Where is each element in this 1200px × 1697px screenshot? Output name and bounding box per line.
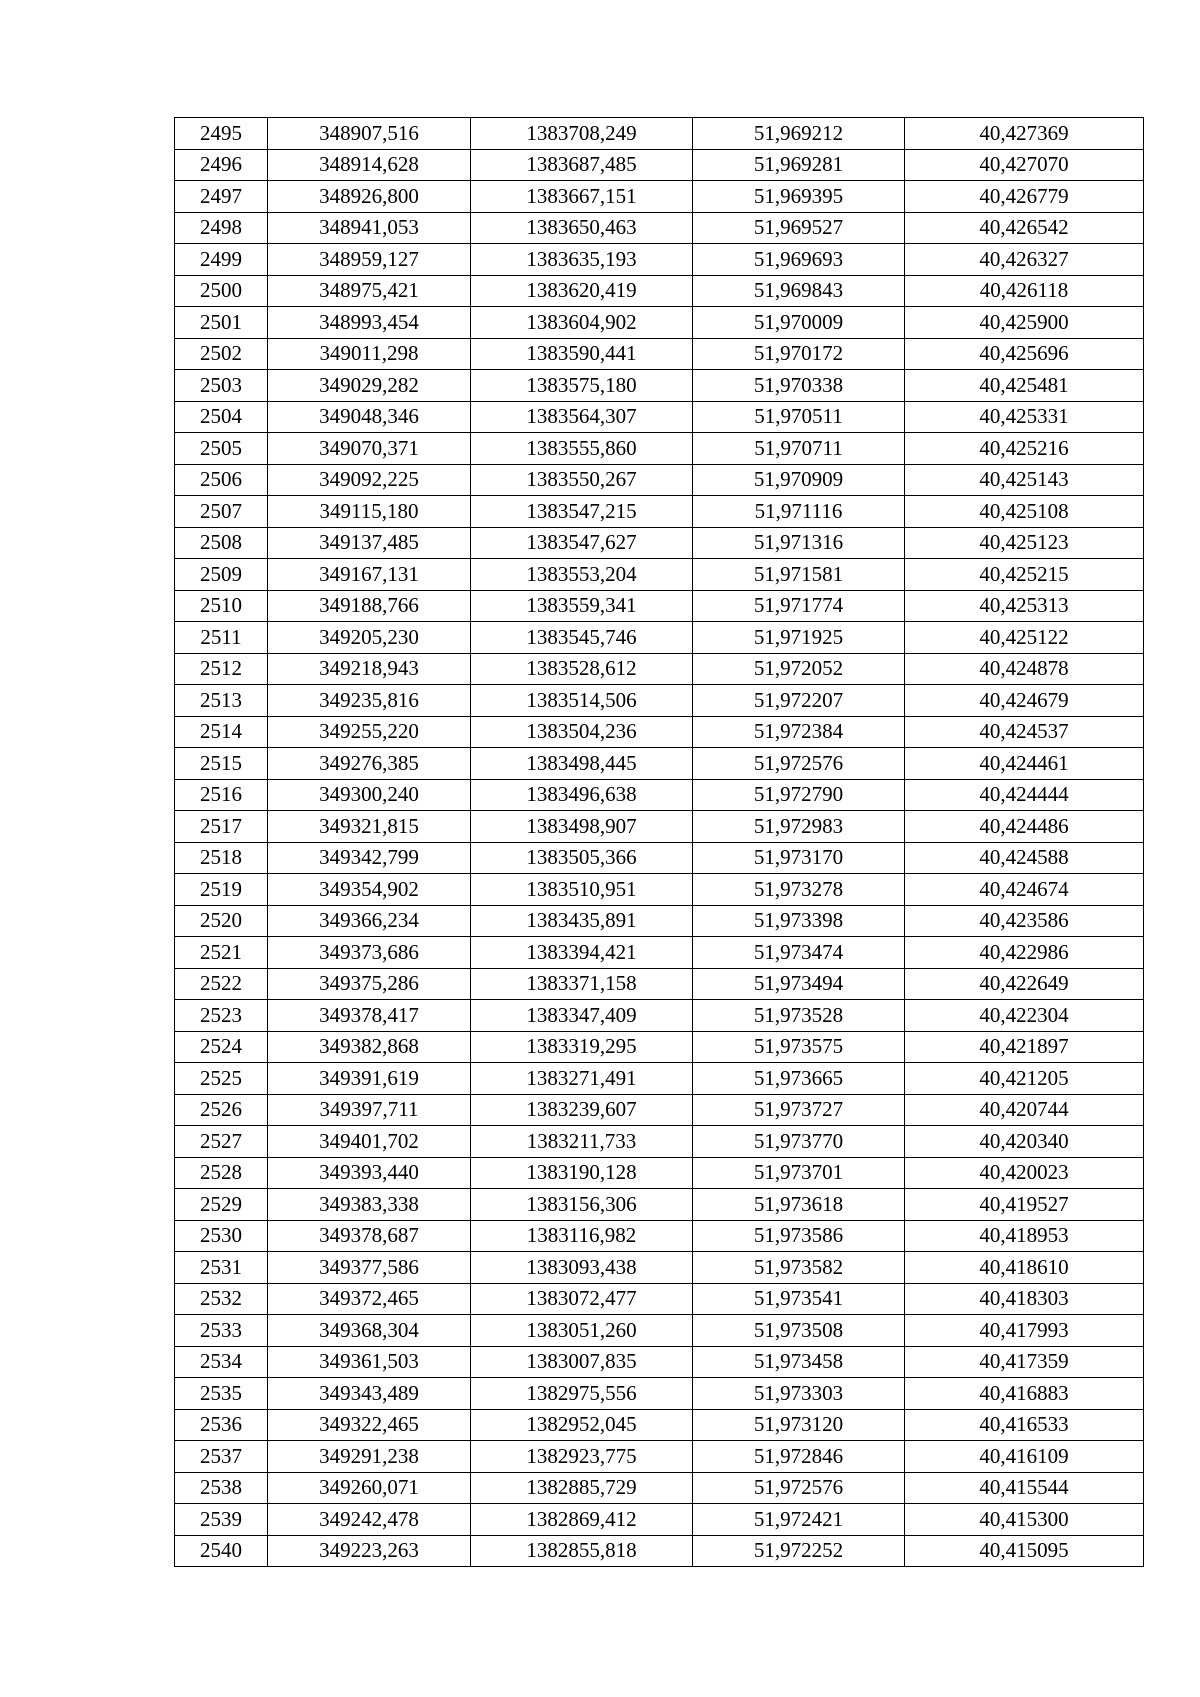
x-coordinate-cell: 349300,240: [268, 779, 471, 811]
x-coordinate-cell: 348907,516: [268, 118, 471, 150]
longitude-cell: 40,415300: [905, 1504, 1144, 1536]
latitude-cell: 51,972421: [693, 1504, 905, 1536]
x-coordinate-cell: 349401,702: [268, 1126, 471, 1158]
x-coordinate-cell: 349383,338: [268, 1189, 471, 1221]
x-coordinate-cell: 348975,421: [268, 275, 471, 307]
x-coordinate-cell: 349029,282: [268, 370, 471, 402]
y-coordinate-cell: 1383559,341: [471, 590, 693, 622]
x-coordinate-cell: 349372,465: [268, 1283, 471, 1315]
longitude-cell: 40,417993: [905, 1315, 1144, 1347]
y-coordinate-cell: 1383211,733: [471, 1126, 693, 1158]
x-coordinate-cell: 349382,868: [268, 1031, 471, 1063]
longitude-cell: 40,425122: [905, 622, 1144, 654]
table-row: [175, 1252, 1144, 1284]
point-number-cell: 2504: [175, 401, 268, 433]
y-coordinate-cell: 1383271,491: [471, 1063, 693, 1095]
longitude-cell: 40,424461: [905, 748, 1144, 780]
y-coordinate-cell: 1383547,627: [471, 527, 693, 559]
table-row: [175, 842, 1144, 874]
latitude-cell: 51,970172: [693, 338, 905, 370]
latitude-cell: 51,973170: [693, 842, 905, 874]
longitude-cell: 40,426542: [905, 212, 1144, 244]
longitude-cell: 40,416109: [905, 1441, 1144, 1473]
y-coordinate-cell: 1383564,307: [471, 401, 693, 433]
x-coordinate-cell: 349378,417: [268, 1000, 471, 1032]
latitude-cell: 51,972576: [693, 1472, 905, 1504]
latitude-cell: 51,969843: [693, 275, 905, 307]
table-row: [175, 748, 1144, 780]
latitude-cell: 51,973508: [693, 1315, 905, 1347]
longitude-cell: 40,422986: [905, 937, 1144, 969]
y-coordinate-cell: 1383708,249: [471, 118, 693, 150]
coordinates-table-body: [175, 118, 1144, 1567]
x-coordinate-cell: 349368,304: [268, 1315, 471, 1347]
longitude-cell: 40,425900: [905, 307, 1144, 339]
table-row: [175, 1472, 1144, 1504]
table-row: [175, 1504, 1144, 1536]
y-coordinate-cell: 1383547,215: [471, 496, 693, 528]
y-coordinate-cell: 1383514,506: [471, 685, 693, 717]
y-coordinate-cell: 1383496,638: [471, 779, 693, 811]
y-coordinate-cell: 1383093,438: [471, 1252, 693, 1284]
table-row: [175, 653, 1144, 685]
point-number-cell: 2532: [175, 1283, 268, 1315]
table-row: [175, 685, 1144, 717]
latitude-cell: 51,973494: [693, 968, 905, 1000]
y-coordinate-cell: 1382975,556: [471, 1378, 693, 1410]
longitude-cell: 40,424679: [905, 685, 1144, 717]
point-number-cell: 2539: [175, 1504, 268, 1536]
x-coordinate-cell: 349218,943: [268, 653, 471, 685]
longitude-cell: 40,416533: [905, 1409, 1144, 1441]
y-coordinate-cell: 1383319,295: [471, 1031, 693, 1063]
y-coordinate-cell: 1383190,128: [471, 1157, 693, 1189]
point-number-cell: 2524: [175, 1031, 268, 1063]
point-number-cell: 2528: [175, 1157, 268, 1189]
x-coordinate-cell: 349223,263: [268, 1535, 471, 1567]
x-coordinate-cell: 348926,800: [268, 181, 471, 213]
y-coordinate-cell: 1383555,860: [471, 433, 693, 465]
y-coordinate-cell: 1383347,409: [471, 1000, 693, 1032]
latitude-cell: 51,973120: [693, 1409, 905, 1441]
longitude-cell: 40,427369: [905, 118, 1144, 150]
x-coordinate-cell: 349391,619: [268, 1063, 471, 1095]
longitude-cell: 40,415095: [905, 1535, 1144, 1567]
x-coordinate-cell: 349188,766: [268, 590, 471, 622]
table-row: [175, 590, 1144, 622]
y-coordinate-cell: 1382952,045: [471, 1409, 693, 1441]
point-number-cell: 2514: [175, 716, 268, 748]
x-coordinate-cell: 349361,503: [268, 1346, 471, 1378]
y-coordinate-cell: 1383590,441: [471, 338, 693, 370]
longitude-cell: 40,416883: [905, 1378, 1144, 1410]
table-row: [175, 779, 1144, 811]
point-number-cell: 2506: [175, 464, 268, 496]
table-row: [175, 118, 1144, 150]
latitude-cell: 51,969527: [693, 212, 905, 244]
longitude-cell: 40,424486: [905, 811, 1144, 843]
x-coordinate-cell: 349343,489: [268, 1378, 471, 1410]
latitude-cell: 51,973398: [693, 905, 905, 937]
x-coordinate-cell: 348993,454: [268, 307, 471, 339]
longitude-cell: 40,421205: [905, 1063, 1144, 1095]
table-row: [175, 1157, 1144, 1189]
point-number-cell: 2521: [175, 937, 268, 969]
longitude-cell: 40,418303: [905, 1283, 1144, 1315]
point-number-cell: 2508: [175, 527, 268, 559]
table-row: [175, 1000, 1144, 1032]
longitude-cell: 40,425696: [905, 338, 1144, 370]
latitude-cell: 51,969281: [693, 149, 905, 181]
y-coordinate-cell: 1383394,421: [471, 937, 693, 969]
longitude-cell: 40,423586: [905, 905, 1144, 937]
latitude-cell: 51,973582: [693, 1252, 905, 1284]
x-coordinate-cell: 349260,071: [268, 1472, 471, 1504]
point-number-cell: 2500: [175, 275, 268, 307]
table-row: [175, 811, 1144, 843]
y-coordinate-cell: 1383498,445: [471, 748, 693, 780]
table-row: [175, 874, 1144, 906]
point-number-cell: 2538: [175, 1472, 268, 1504]
table-row: [175, 1315, 1144, 1347]
longitude-cell: 40,420340: [905, 1126, 1144, 1158]
point-number-cell: 2510: [175, 590, 268, 622]
point-number-cell: 2540: [175, 1535, 268, 1567]
table-row: [175, 559, 1144, 591]
latitude-cell: 51,972983: [693, 811, 905, 843]
y-coordinate-cell: 1382869,412: [471, 1504, 693, 1536]
latitude-cell: 51,970711: [693, 433, 905, 465]
latitude-cell: 51,969693: [693, 244, 905, 276]
point-number-cell: 2516: [175, 779, 268, 811]
y-coordinate-cell: 1383007,835: [471, 1346, 693, 1378]
y-coordinate-cell: 1383620,419: [471, 275, 693, 307]
latitude-cell: 51,973528: [693, 1000, 905, 1032]
x-coordinate-cell: 349092,225: [268, 464, 471, 496]
latitude-cell: 51,972252: [693, 1535, 905, 1567]
longitude-cell: 40,426779: [905, 181, 1144, 213]
longitude-cell: 40,425123: [905, 527, 1144, 559]
latitude-cell: 51,970511: [693, 401, 905, 433]
y-coordinate-cell: 1383072,477: [471, 1283, 693, 1315]
table-row: [175, 905, 1144, 937]
latitude-cell: 51,971116: [693, 496, 905, 528]
x-coordinate-cell: 349011,298: [268, 338, 471, 370]
y-coordinate-cell: 1383371,158: [471, 968, 693, 1000]
y-coordinate-cell: 1382855,818: [471, 1535, 693, 1567]
table-row: [175, 716, 1144, 748]
point-number-cell: 2533: [175, 1315, 268, 1347]
point-number-cell: 2501: [175, 307, 268, 339]
x-coordinate-cell: 349373,686: [268, 937, 471, 969]
longitude-cell: 40,425331: [905, 401, 1144, 433]
longitude-cell: 40,424444: [905, 779, 1144, 811]
y-coordinate-cell: 1382923,775: [471, 1441, 693, 1473]
latitude-cell: 51,969395: [693, 181, 905, 213]
point-number-cell: 2526: [175, 1094, 268, 1126]
latitude-cell: 51,972207: [693, 685, 905, 717]
point-number-cell: 2531: [175, 1252, 268, 1284]
table-row: [175, 401, 1144, 433]
latitude-cell: 51,970909: [693, 464, 905, 496]
longitude-cell: 40,418953: [905, 1220, 1144, 1252]
y-coordinate-cell: 1383051,260: [471, 1315, 693, 1347]
y-coordinate-cell: 1383687,485: [471, 149, 693, 181]
longitude-cell: 40,415544: [905, 1472, 1144, 1504]
longitude-cell: 40,427070: [905, 149, 1144, 181]
point-number-cell: 2505: [175, 433, 268, 465]
coordinates-table: [174, 117, 1144, 1567]
latitude-cell: 51,973575: [693, 1031, 905, 1063]
y-coordinate-cell: 1383528,612: [471, 653, 693, 685]
latitude-cell: 51,973303: [693, 1378, 905, 1410]
table-row: [175, 464, 1144, 496]
y-coordinate-cell: 1383635,193: [471, 244, 693, 276]
point-number-cell: 2537: [175, 1441, 268, 1473]
point-number-cell: 2499: [175, 244, 268, 276]
table-row: [175, 212, 1144, 244]
y-coordinate-cell: 1383505,366: [471, 842, 693, 874]
point-number-cell: 2518: [175, 842, 268, 874]
y-coordinate-cell: 1383504,236: [471, 716, 693, 748]
x-coordinate-cell: 349366,234: [268, 905, 471, 937]
x-coordinate-cell: 349167,131: [268, 559, 471, 591]
table-row: [175, 496, 1144, 528]
x-coordinate-cell: 349375,286: [268, 968, 471, 1000]
x-coordinate-cell: 349397,711: [268, 1094, 471, 1126]
longitude-cell: 40,425215: [905, 559, 1144, 591]
point-number-cell: 2498: [175, 212, 268, 244]
point-number-cell: 2512: [175, 653, 268, 685]
table-row: [175, 307, 1144, 339]
point-number-cell: 2535: [175, 1378, 268, 1410]
x-coordinate-cell: 349255,220: [268, 716, 471, 748]
point-number-cell: 2530: [175, 1220, 268, 1252]
x-coordinate-cell: 348959,127: [268, 244, 471, 276]
y-coordinate-cell: 1383553,204: [471, 559, 693, 591]
longitude-cell: 40,425313: [905, 590, 1144, 622]
point-number-cell: 2536: [175, 1409, 268, 1441]
x-coordinate-cell: 349115,180: [268, 496, 471, 528]
point-number-cell: 2522: [175, 968, 268, 1000]
point-number-cell: 2534: [175, 1346, 268, 1378]
latitude-cell: 51,972052: [693, 653, 905, 685]
latitude-cell: 51,972576: [693, 748, 905, 780]
latitude-cell: 51,973701: [693, 1157, 905, 1189]
x-coordinate-cell: 349393,440: [268, 1157, 471, 1189]
table-row: [175, 937, 1144, 969]
table-row: [175, 1126, 1144, 1158]
x-coordinate-cell: 349205,230: [268, 622, 471, 654]
table-row: [175, 370, 1144, 402]
y-coordinate-cell: 1383550,267: [471, 464, 693, 496]
latitude-cell: 51,973458: [693, 1346, 905, 1378]
point-number-cell: 2523: [175, 1000, 268, 1032]
table-row: [175, 275, 1144, 307]
point-number-cell: 2497: [175, 181, 268, 213]
table-row: [175, 1094, 1144, 1126]
latitude-cell: 51,973770: [693, 1126, 905, 1158]
longitude-cell: 40,426327: [905, 244, 1144, 276]
point-number-cell: 2495: [175, 118, 268, 150]
x-coordinate-cell: 349354,902: [268, 874, 471, 906]
point-number-cell: 2520: [175, 905, 268, 937]
longitude-cell: 40,422649: [905, 968, 1144, 1000]
latitude-cell: 51,973665: [693, 1063, 905, 1095]
longitude-cell: 40,419527: [905, 1189, 1144, 1221]
x-coordinate-cell: 349235,816: [268, 685, 471, 717]
longitude-cell: 40,424588: [905, 842, 1144, 874]
longitude-cell: 40,425216: [905, 433, 1144, 465]
table-row: [175, 1346, 1144, 1378]
y-coordinate-cell: 1383510,951: [471, 874, 693, 906]
table-row: [175, 1189, 1144, 1221]
y-coordinate-cell: 1383604,902: [471, 307, 693, 339]
x-coordinate-cell: 348941,053: [268, 212, 471, 244]
point-number-cell: 2519: [175, 874, 268, 906]
point-number-cell: 2507: [175, 496, 268, 528]
table-row: [175, 1220, 1144, 1252]
table-row: [175, 338, 1144, 370]
y-coordinate-cell: 1383435,891: [471, 905, 693, 937]
x-coordinate-cell: 349321,815: [268, 811, 471, 843]
longitude-cell: 40,425143: [905, 464, 1144, 496]
longitude-cell: 40,417359: [905, 1346, 1144, 1378]
table-row: [175, 622, 1144, 654]
point-number-cell: 2502: [175, 338, 268, 370]
longitude-cell: 40,424674: [905, 874, 1144, 906]
latitude-cell: 51,971316: [693, 527, 905, 559]
latitude-cell: 51,972846: [693, 1441, 905, 1473]
x-coordinate-cell: 348914,628: [268, 149, 471, 181]
longitude-cell: 40,424878: [905, 653, 1144, 685]
longitude-cell: 40,422304: [905, 1000, 1144, 1032]
point-number-cell: 2529: [175, 1189, 268, 1221]
point-number-cell: 2511: [175, 622, 268, 654]
x-coordinate-cell: 349070,371: [268, 433, 471, 465]
point-number-cell: 2527: [175, 1126, 268, 1158]
latitude-cell: 51,969212: [693, 118, 905, 150]
table-row: [175, 244, 1144, 276]
longitude-cell: 40,425481: [905, 370, 1144, 402]
latitude-cell: 51,971925: [693, 622, 905, 654]
latitude-cell: 51,973586: [693, 1220, 905, 1252]
x-coordinate-cell: 349276,385: [268, 748, 471, 780]
y-coordinate-cell: 1383650,463: [471, 212, 693, 244]
longitude-cell: 40,420744: [905, 1094, 1144, 1126]
table-row: [175, 149, 1144, 181]
table-row: [175, 968, 1144, 1000]
point-number-cell: 2515: [175, 748, 268, 780]
longitude-cell: 40,425108: [905, 496, 1144, 528]
y-coordinate-cell: 1383667,151: [471, 181, 693, 213]
table-row: [175, 527, 1144, 559]
table-row: [175, 1441, 1144, 1473]
latitude-cell: 51,972384: [693, 716, 905, 748]
point-number-cell: 2496: [175, 149, 268, 181]
table-row: [175, 1063, 1144, 1095]
latitude-cell: 51,971581: [693, 559, 905, 591]
x-coordinate-cell: 349377,586: [268, 1252, 471, 1284]
table-row: [175, 1283, 1144, 1315]
point-number-cell: 2503: [175, 370, 268, 402]
point-number-cell: 2517: [175, 811, 268, 843]
latitude-cell: 51,973474: [693, 937, 905, 969]
latitude-cell: 51,972790: [693, 779, 905, 811]
y-coordinate-cell: 1383498,907: [471, 811, 693, 843]
latitude-cell: 51,973618: [693, 1189, 905, 1221]
table-row: [175, 1378, 1144, 1410]
x-coordinate-cell: 349378,687: [268, 1220, 471, 1252]
latitude-cell: 51,971774: [693, 590, 905, 622]
table-row: [175, 1535, 1144, 1567]
table-row: [175, 1409, 1144, 1441]
point-number-cell: 2525: [175, 1063, 268, 1095]
longitude-cell: 40,420023: [905, 1157, 1144, 1189]
x-coordinate-cell: 349137,485: [268, 527, 471, 559]
point-number-cell: 2509: [175, 559, 268, 591]
longitude-cell: 40,426118: [905, 275, 1144, 307]
y-coordinate-cell: 1382885,729: [471, 1472, 693, 1504]
table-row: [175, 1031, 1144, 1063]
y-coordinate-cell: 1383156,306: [471, 1189, 693, 1221]
x-coordinate-cell: 349291,238: [268, 1441, 471, 1473]
latitude-cell: 51,973278: [693, 874, 905, 906]
x-coordinate-cell: 349342,799: [268, 842, 471, 874]
x-coordinate-cell: 349242,478: [268, 1504, 471, 1536]
longitude-cell: 40,418610: [905, 1252, 1144, 1284]
latitude-cell: 51,970338: [693, 370, 905, 402]
x-coordinate-cell: 349048,346: [268, 401, 471, 433]
point-number-cell: 2513: [175, 685, 268, 717]
longitude-cell: 40,424537: [905, 716, 1144, 748]
y-coordinate-cell: 1383575,180: [471, 370, 693, 402]
longitude-cell: 40,421897: [905, 1031, 1144, 1063]
table-row: [175, 433, 1144, 465]
table-row: [175, 181, 1144, 213]
y-coordinate-cell: 1383545,746: [471, 622, 693, 654]
y-coordinate-cell: 1383116,982: [471, 1220, 693, 1252]
latitude-cell: 51,973727: [693, 1094, 905, 1126]
y-coordinate-cell: 1383239,607: [471, 1094, 693, 1126]
x-coordinate-cell: 349322,465: [268, 1409, 471, 1441]
latitude-cell: 51,973541: [693, 1283, 905, 1315]
latitude-cell: 51,970009: [693, 307, 905, 339]
